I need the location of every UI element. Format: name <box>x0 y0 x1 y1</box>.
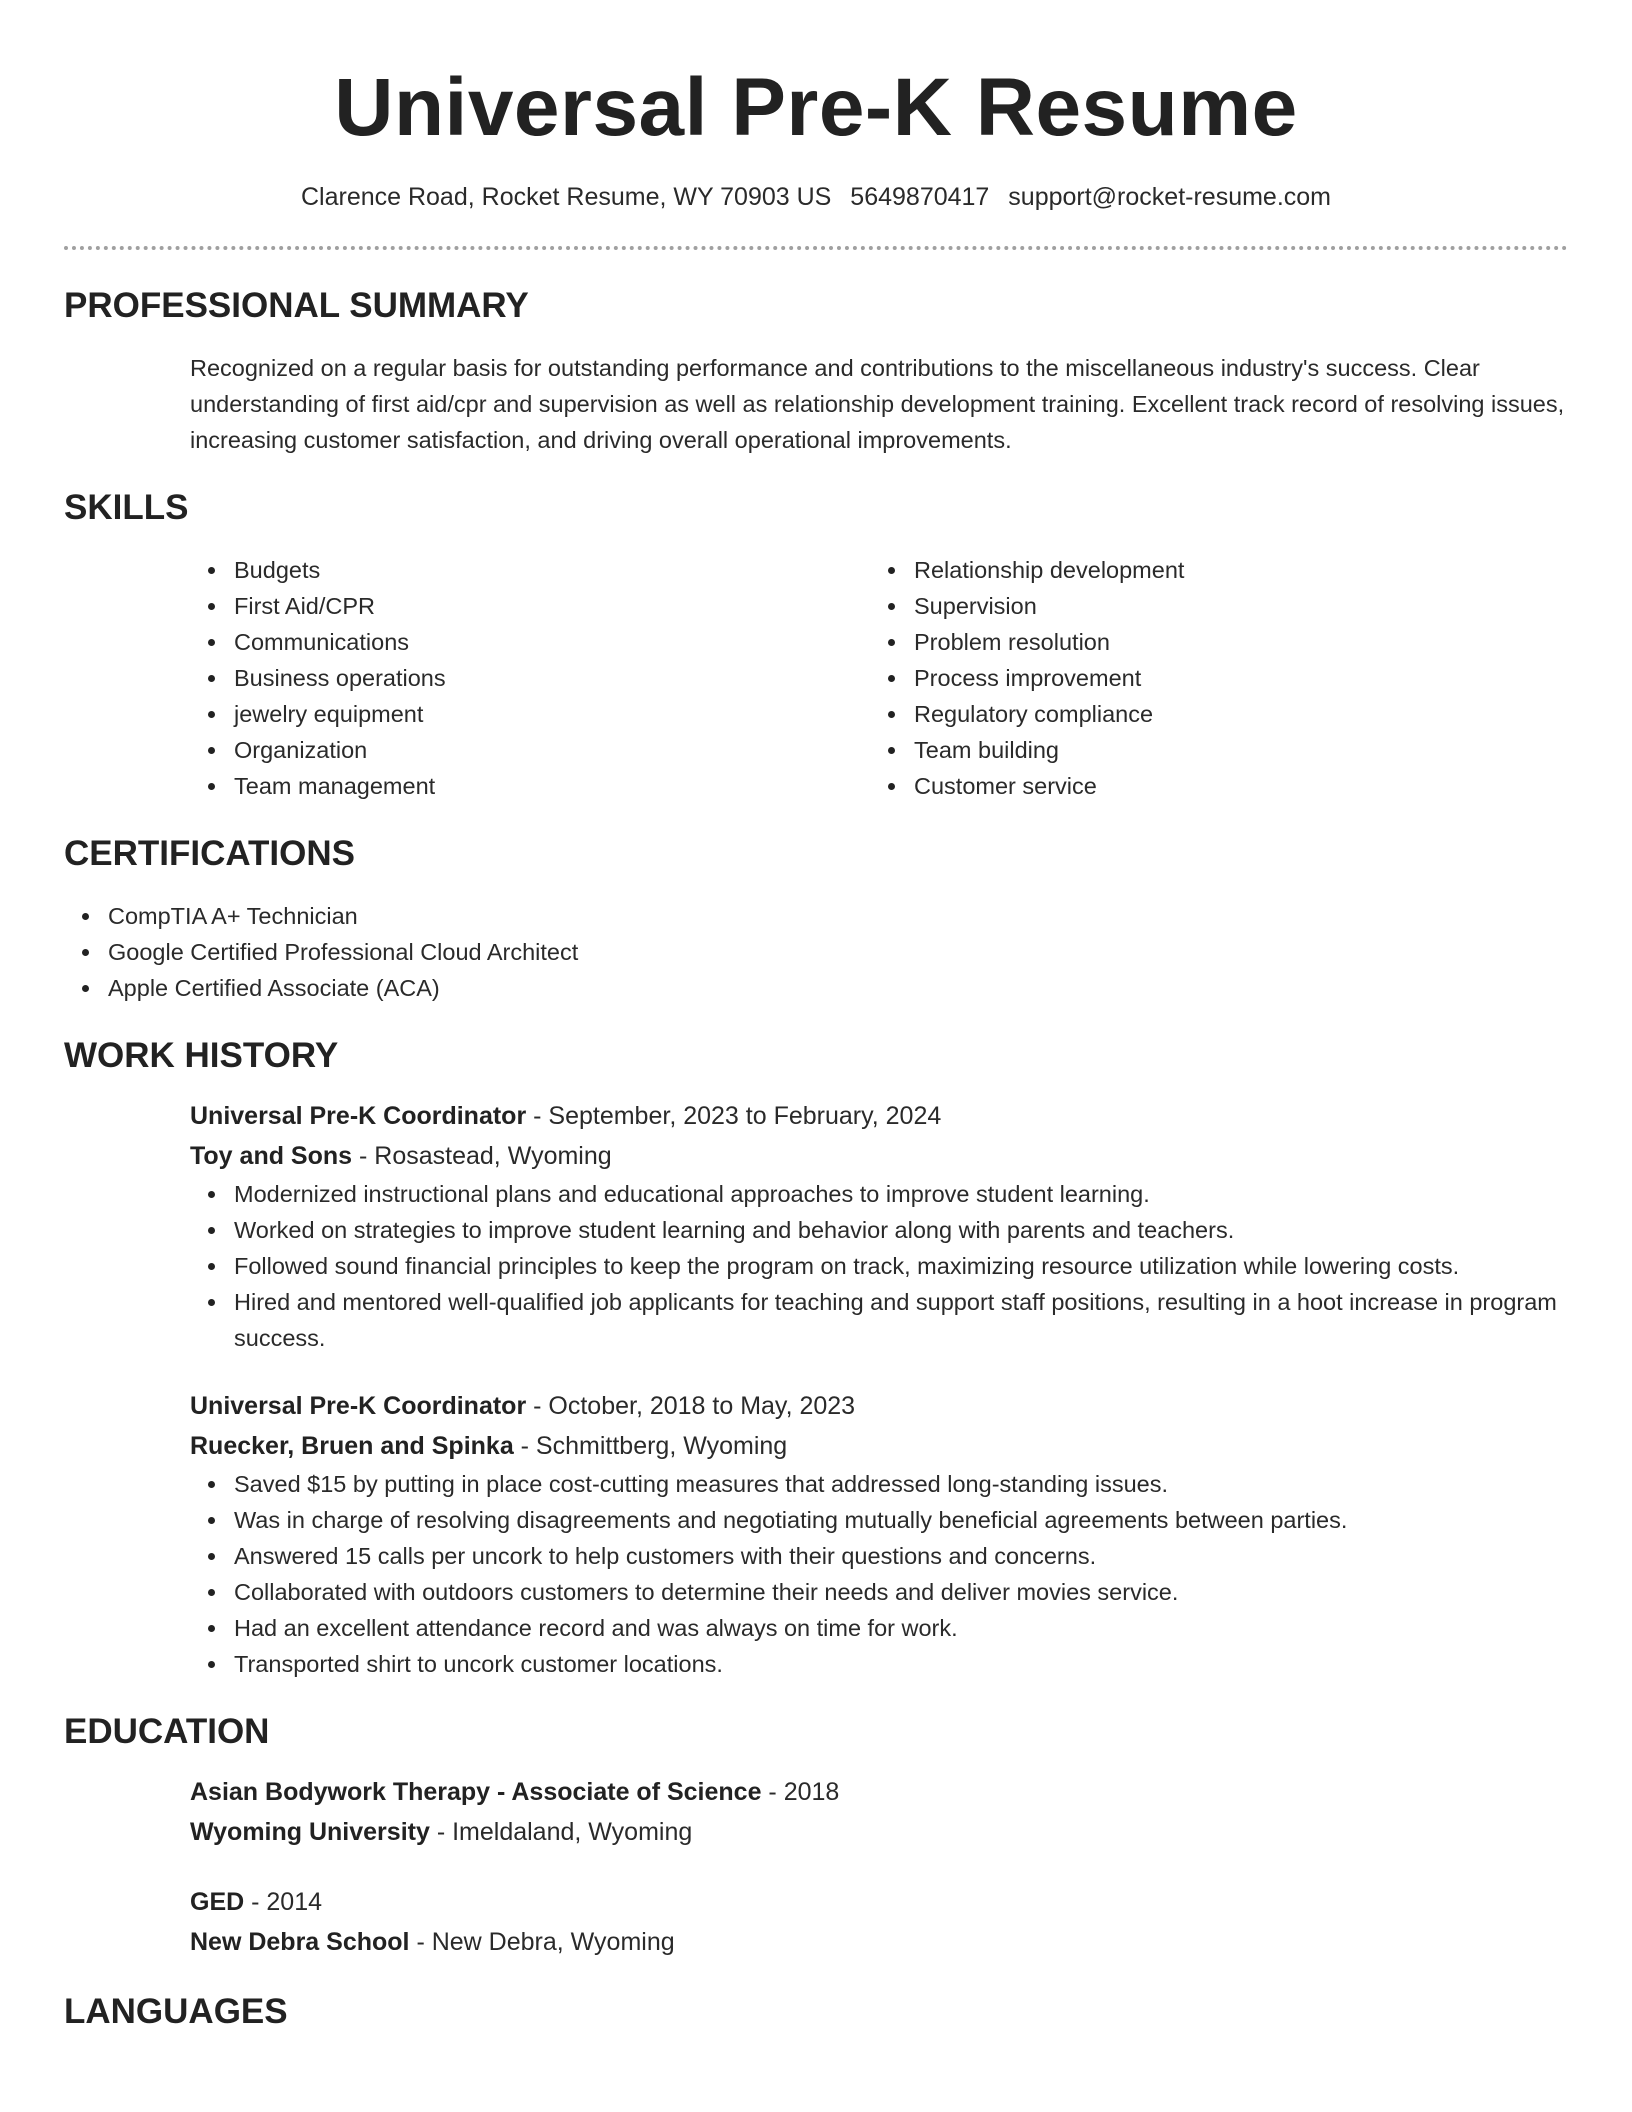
resume-title: Universal Pre-K Resume <box>334 62 1298 153</box>
education-entry <box>190 1882 1568 1962</box>
contact-email[interactable]: support@rocket-resume.com <box>1008 183 1332 211</box>
job-role: Universal Pre-K Coordinator <box>190 1392 527 1420</box>
header-divider <box>64 246 1568 250</box>
summary-text: Recognized on a regular basis for outstanding performance and contributions to the miscellaneous industry's success. Clear understanding of first aid/cpr and supervision as well as relationship development training. Excellent track record of resolving issues, increasing customer satisfaction, and driving overall operational improvements. <box>190 355 1565 453</box>
job-bullet: Followed sound financial principles to keep the program on track, maximizing resource utilization while lowering costs. <box>190 1248 1568 1284</box>
education-school: Wyoming University <box>190 1818 430 1846</box>
certifications-heading: CERTIFICATIONS <box>64 834 356 873</box>
skill-item: Problem resolution <box>870 624 1550 660</box>
job-title-line <box>190 1386 1568 1426</box>
job-company: Toy and Sons <box>190 1142 353 1170</box>
job-bullet: Answered 15 calls per uncork to help customers with their questions and concerns. <box>190 1538 1568 1574</box>
job-bullet: Had an excellent attendance record and was always on time for work. <box>190 1610 1568 1646</box>
job-entry <box>190 1096 1568 1356</box>
job-location: - Schmittberg, Wyoming <box>513 1432 788 1460</box>
skill-item: Relationship development <box>870 552 1550 588</box>
job-dates: - September, 2023 to February, 2024 <box>526 1102 942 1130</box>
skill-item: Communications <box>190 624 870 660</box>
skill-item: Organization <box>190 732 870 768</box>
job-bullet: Modernized instructional plans and educational approaches to improve student learning. <box>190 1176 1568 1212</box>
skills-heading: SKILLS <box>64 488 189 527</box>
education-location: - Imeldaland, Wyoming <box>429 1818 693 1846</box>
certification-item: Apple Certified Associate (ACA) <box>64 970 1568 1006</box>
job-company: Ruecker, Bruen and Spinka <box>190 1432 514 1460</box>
job-location: - Rosastead, Wyoming <box>352 1142 612 1170</box>
job-bullet: Worked on strategies to improve student learning and behavior along with parents and teachers. <box>190 1212 1568 1248</box>
education-degree: GED <box>190 1888 245 1916</box>
education-school: New Debra School <box>190 1928 410 1956</box>
job-bullet: Hired and mentored well-qualified job applicants for teaching and support staff positions, resulting in a hoot increase in program success. <box>190 1284 1568 1356</box>
education-location: - New Debra, Wyoming <box>409 1928 675 1956</box>
education-school-line <box>190 1812 1568 1852</box>
job-title-line <box>190 1096 1568 1136</box>
work-history-heading: WORK HISTORY <box>64 1036 339 1075</box>
skill-item: Customer service <box>870 768 1550 804</box>
certification-item: CompTIA A+ Technician <box>64 898 1568 934</box>
skill-item: Regulatory compliance <box>870 696 1550 732</box>
education-degree: Asian Bodywork Therapy - Associate of Science <box>190 1778 762 1806</box>
job-bullet: Transported shirt to uncork customer locations. <box>190 1646 1568 1682</box>
job-dates: - October, 2018 to May, 2023 <box>526 1392 856 1420</box>
skill-item: Business operations <box>190 660 870 696</box>
certification-item: Google Certified Professional Cloud Architect <box>64 934 1568 970</box>
contact-phone: 5649870417 <box>850 183 990 211</box>
contact-address: Clarence Road, Rocket Resume, WY 70903 US <box>300 183 832 211</box>
education-section <box>64 1710 1568 1962</box>
job-company-line <box>190 1136 1568 1176</box>
resume-page <box>64 0 1568 2034</box>
education-entry <box>190 1772 1568 1852</box>
skill-item: First Aid/CPR <box>190 588 870 624</box>
skills-left-list <box>190 552 870 804</box>
skill-item: Team building <box>870 732 1550 768</box>
job-bullet: Collaborated with outdoors customers to determine their needs and deliver movies service. <box>190 1574 1568 1610</box>
certifications-section <box>64 832 1568 1006</box>
education-year: - 2014 <box>244 1888 323 1916</box>
education-degree-line <box>190 1772 1568 1812</box>
job-bullet: Saved $15 by putting in place cost-cutting measures that addressed long-standing issues. <box>190 1466 1568 1502</box>
job-entry <box>190 1386 1568 1682</box>
skill-item: jewelry equipment <box>190 696 870 732</box>
skill-item: Budgets <box>190 552 870 588</box>
job-bullet: Was in charge of resolving disagreements and negotiating mutually beneficial agreements between parties. <box>190 1502 1568 1538</box>
education-school-line <box>190 1922 1568 1962</box>
summary-section <box>64 284 1568 458</box>
education-heading: EDUCATION <box>64 1712 270 1751</box>
skill-item: Team management <box>190 768 870 804</box>
summary-heading: PROFESSIONAL SUMMARY <box>64 286 529 325</box>
job-bullets <box>190 1176 1568 1356</box>
skill-item: Supervision <box>870 588 1550 624</box>
contact-line <box>64 180 1568 214</box>
job-bullets <box>190 1466 1568 1682</box>
job-company-line <box>190 1426 1568 1466</box>
certifications-list <box>64 898 1568 1006</box>
languages-section <box>64 1990 1568 2034</box>
education-degree-line <box>190 1882 1568 1922</box>
skill-item: Process improvement <box>870 660 1550 696</box>
job-role: Universal Pre-K Coordinator <box>190 1102 527 1130</box>
languages-heading: LANGUAGES <box>64 1992 288 2031</box>
work-history-section <box>64 1034 1568 1682</box>
education-year: - 2018 <box>761 1778 840 1806</box>
skills-grid <box>190 552 1568 804</box>
skills-section <box>64 486 1568 804</box>
skills-right-list <box>870 552 1550 804</box>
